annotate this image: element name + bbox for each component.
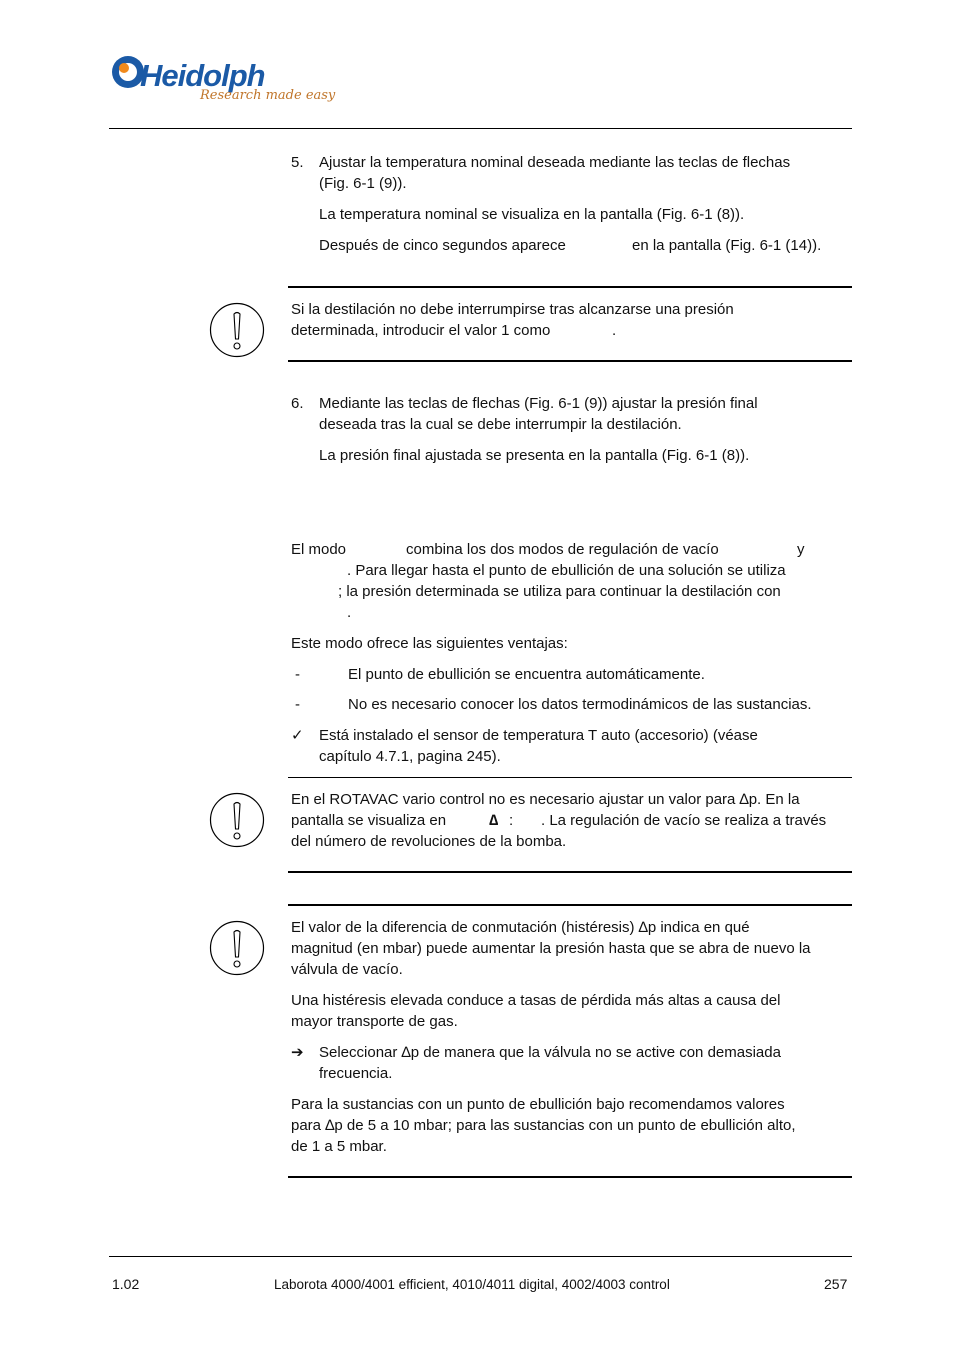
arrow-right-icon: ➔ xyxy=(291,1044,304,1061)
exclamation-note-icon xyxy=(209,302,265,358)
mode-l1a: El modo xyxy=(291,541,347,558)
step5-result1: La temperatura nominal se visualiza en la pantalla (Fig. 6-1 (8)). xyxy=(319,206,745,223)
header-divider xyxy=(109,128,852,129)
mode-l1c: y xyxy=(797,541,805,558)
note3-p1-l3: válvula de vacío. xyxy=(291,961,403,978)
bullet-marker-1: - xyxy=(295,666,300,683)
bullet-marker-2: - xyxy=(295,696,300,713)
note2-line2b: ∆ xyxy=(489,812,499,829)
check-line2: capítulo 4.7.1, pagina 245). xyxy=(319,748,501,765)
note2-top-rule xyxy=(288,777,852,778)
check-line1: Está instalado el sensor de temperatura T auto (accesorio) (véase xyxy=(319,727,758,744)
note2-line3: del número de revoluciones de la bomba. xyxy=(291,833,567,850)
step5-line2: (Fig. 6-1 (9)). xyxy=(319,175,407,192)
bullet-1: El punto de ebullición se encuentra automáticamente. xyxy=(348,666,705,683)
mode-l1b: combina los dos modos de regulación de vacío xyxy=(406,541,719,558)
note2-line2a: pantalla se visualiza en xyxy=(291,812,447,829)
mode-l2: . Para llegar hasta el punto de ebullición de una solución se utiliza xyxy=(347,562,786,579)
note3-bottom-rule xyxy=(288,1176,852,1178)
note1-line2b: . xyxy=(612,322,617,339)
step6-result: La presión final ajustada se presenta en la pantalla (Fig. 6-1 (8)). xyxy=(319,447,750,464)
note3-p4-l3: de 1 a 5 mbar. xyxy=(291,1138,387,1155)
note1-bottom-rule xyxy=(288,360,852,362)
footer-title: Laborota 4000/4001 efficient, 4010/4011 digital, 4002/4003 control xyxy=(274,1277,670,1292)
note2-line2c: : xyxy=(509,812,514,829)
footer-page-number: 257 xyxy=(824,1276,848,1292)
note3-p1-l2: magnitud (en mbar) puede aumentar la presión hasta que se abra de nuevo la xyxy=(291,940,811,957)
note3-p3-l2: frecuencia. xyxy=(319,1065,393,1082)
step5-result2a: Después de cinco segundos aparece xyxy=(319,237,566,254)
note2-bottom-rule xyxy=(288,871,852,873)
exclamation-note-icon xyxy=(209,920,265,976)
note3-p2-l1: Una histéresis elevada conduce a tasas de pérdida más altas a causa del xyxy=(291,992,781,1009)
mode-l3: ; la presión determinada se utiliza para continuar la destilación con xyxy=(338,583,781,600)
step5-line1: Ajustar la temperatura nominal deseada mediante las teclas de flechas xyxy=(319,154,791,171)
mode-l4: . xyxy=(347,604,352,621)
note2-line2d: . La regulación de vacío se realiza a través xyxy=(541,812,827,829)
step6-line2: deseada tras la cual se debe interrumpir la destilación. xyxy=(319,416,682,433)
footer-version: 1.02 xyxy=(112,1276,140,1292)
step6-number: 6. xyxy=(291,395,304,412)
note1-top-rule xyxy=(288,286,852,288)
step5-number: 5. xyxy=(291,154,304,171)
note1-line1: Si la destilación no debe interrumpirse tras alcanzarse una presión xyxy=(291,301,734,318)
step6-line1: Mediante las teclas de flechas (Fig. 6-1 (9)) ajustar la presión final xyxy=(319,395,758,412)
note2-line1: En el ROTAVAC vario control no es necesario ajustar un valor para ∆p. En la xyxy=(291,791,800,808)
step5-result2b: en la pantalla (Fig. 6-1 (14)). xyxy=(632,237,822,254)
logo-brand-text: Heidolph xyxy=(140,58,265,93)
note3-p4-l1: Para la sustancias con un punto de ebullición bajo recomendamos valores xyxy=(291,1096,785,1113)
note1-line2a: determinada, introducir el valor 1 como xyxy=(291,322,551,339)
footer-divider xyxy=(109,1256,852,1257)
check-icon: ✓ xyxy=(291,727,304,744)
exclamation-note-icon xyxy=(209,792,265,848)
note3-p2-l2: mayor transporte de gas. xyxy=(291,1013,458,1030)
logo-tagline: Research made easy xyxy=(200,88,336,103)
note3-top-rule xyxy=(288,904,852,906)
note3-p4-l2: para ∆p de 5 a 10 mbar; para las sustancias con un punto de ebullición alto, xyxy=(291,1117,796,1134)
bullet-2: No es necesario conocer los datos termodinámicos de las sustancias. xyxy=(348,696,812,713)
note3-p1-l1: El valor de la diferencia de conmutación (histéresis) ∆p indica en qué xyxy=(291,919,750,936)
advantages-intro: Este modo ofrece las siguientes ventajas: xyxy=(291,635,568,652)
note3-p3-l1: Seleccionar ∆p de manera que la válvula no se active con demasiada xyxy=(319,1044,781,1061)
